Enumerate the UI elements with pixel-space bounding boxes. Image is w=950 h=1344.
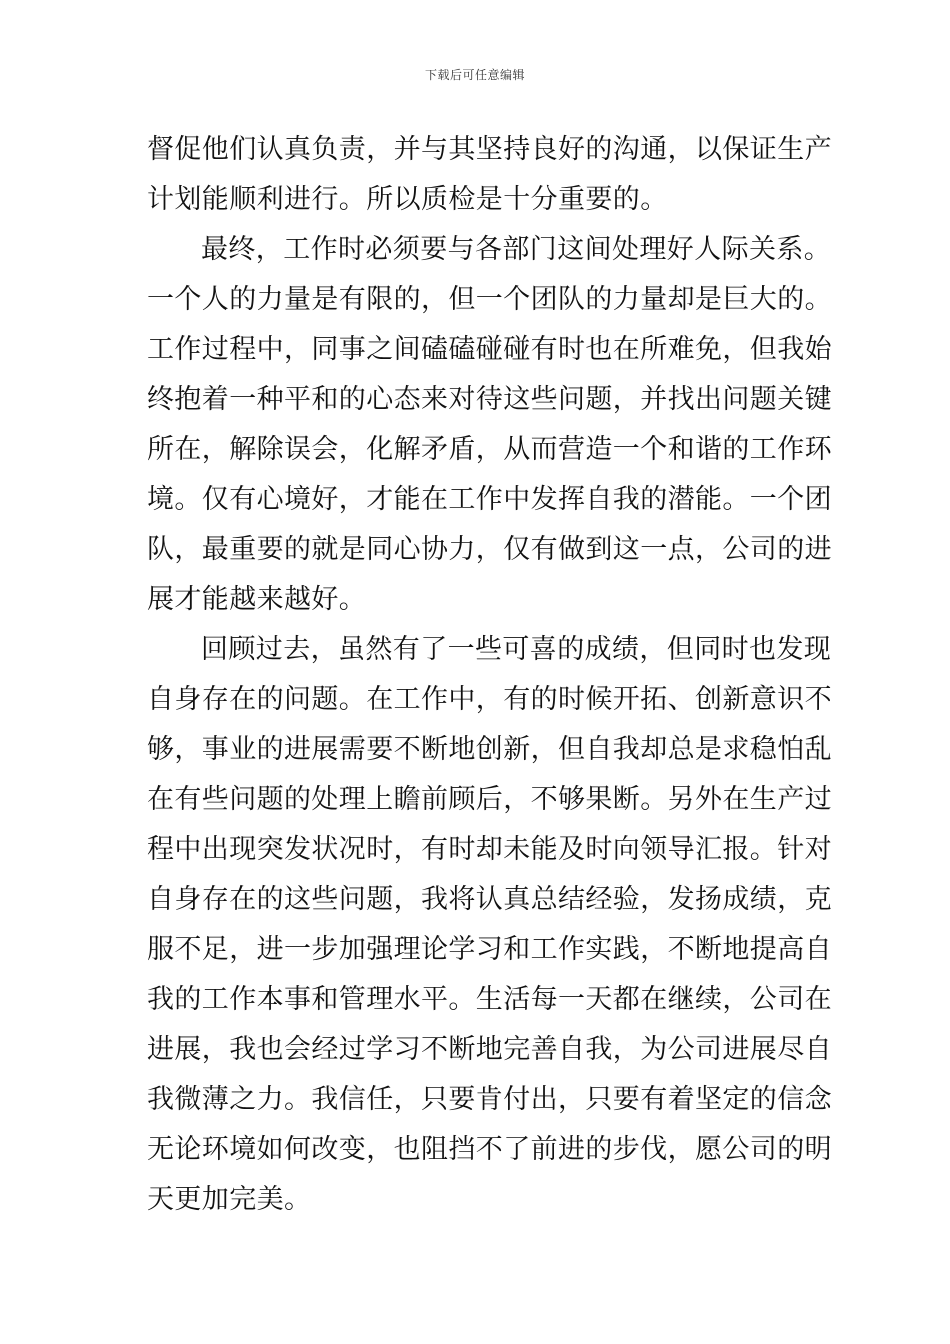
text-line: 展才能越来越好。 [147,584,367,615]
text-line: 进展，我也会经过学习不断地完善自我，为公司进展尽自 [147,1034,832,1065]
text-line: 督促他们认真负责，并与其坚持良好的沟通，以保证生产 [147,134,832,165]
text-line: 回顾过去，虽然有了一些可喜的成绩，但同时也发现 [201,634,832,665]
text-line: 我微薄之力。我信任，只要肯付出，只要有着坚定的信念 [147,1084,832,1115]
text-line: 在有些问题的处理上瞻前顾后，不够果断。另外在生产过 [147,784,832,815]
text-line: 所在，解除误会，化解矛盾，从而营造一个和谐的工作环 [147,434,832,465]
text-line: 最终，工作时必须要与各部门这间处理好人际关系。 [201,234,832,265]
text-line: 自身存在的问题。在工作中，有的时候开拓、创新意识不 [147,684,832,715]
text-line: 我的工作本事和管理水平。生活每一天都在继续，公司在 [147,984,832,1015]
text-line: 一个人的力量是有限的，但一个团队的力量却是巨大的。 [147,284,832,315]
text-line: 工作过程中，同事之间磕磕碰碰有时也在所难免，但我始 [147,334,832,365]
text-line: 境。仅有心境好，才能在工作中发挥自我的潜能。一个团 [147,484,832,515]
text-line: 服不足，进一步加强理论学习和工作实践，不断地提高自 [147,934,832,965]
text-line: 程中出现突发状况时，有时却未能及时向领导汇报。针对 [147,834,832,865]
document-body [147,125,832,1225]
text-line: 队，最重要的就是同心协力，仅有做到这一点，公司的进 [147,534,832,565]
page-header: 下载后可任意编辑 [424,68,525,82]
text-line: 计划能顺利进行。所以质检是十分重要的。 [147,184,668,215]
text-line: 够，事业的进展需要不断地创新，但自我却总是求稳怕乱 [147,734,832,765]
text-line: 自身存在的这些问题，我将认真总结经验，发扬成绩，克 [147,884,832,915]
text-line: 终抱着一种平和的心态来对待这些问题，并找出问题关键 [147,384,832,415]
text-line: 天更加完美。 [147,1184,312,1215]
text-line: 无论环境如何改变，也阻挡不了前进的步伐，愿公司的明 [147,1134,832,1165]
